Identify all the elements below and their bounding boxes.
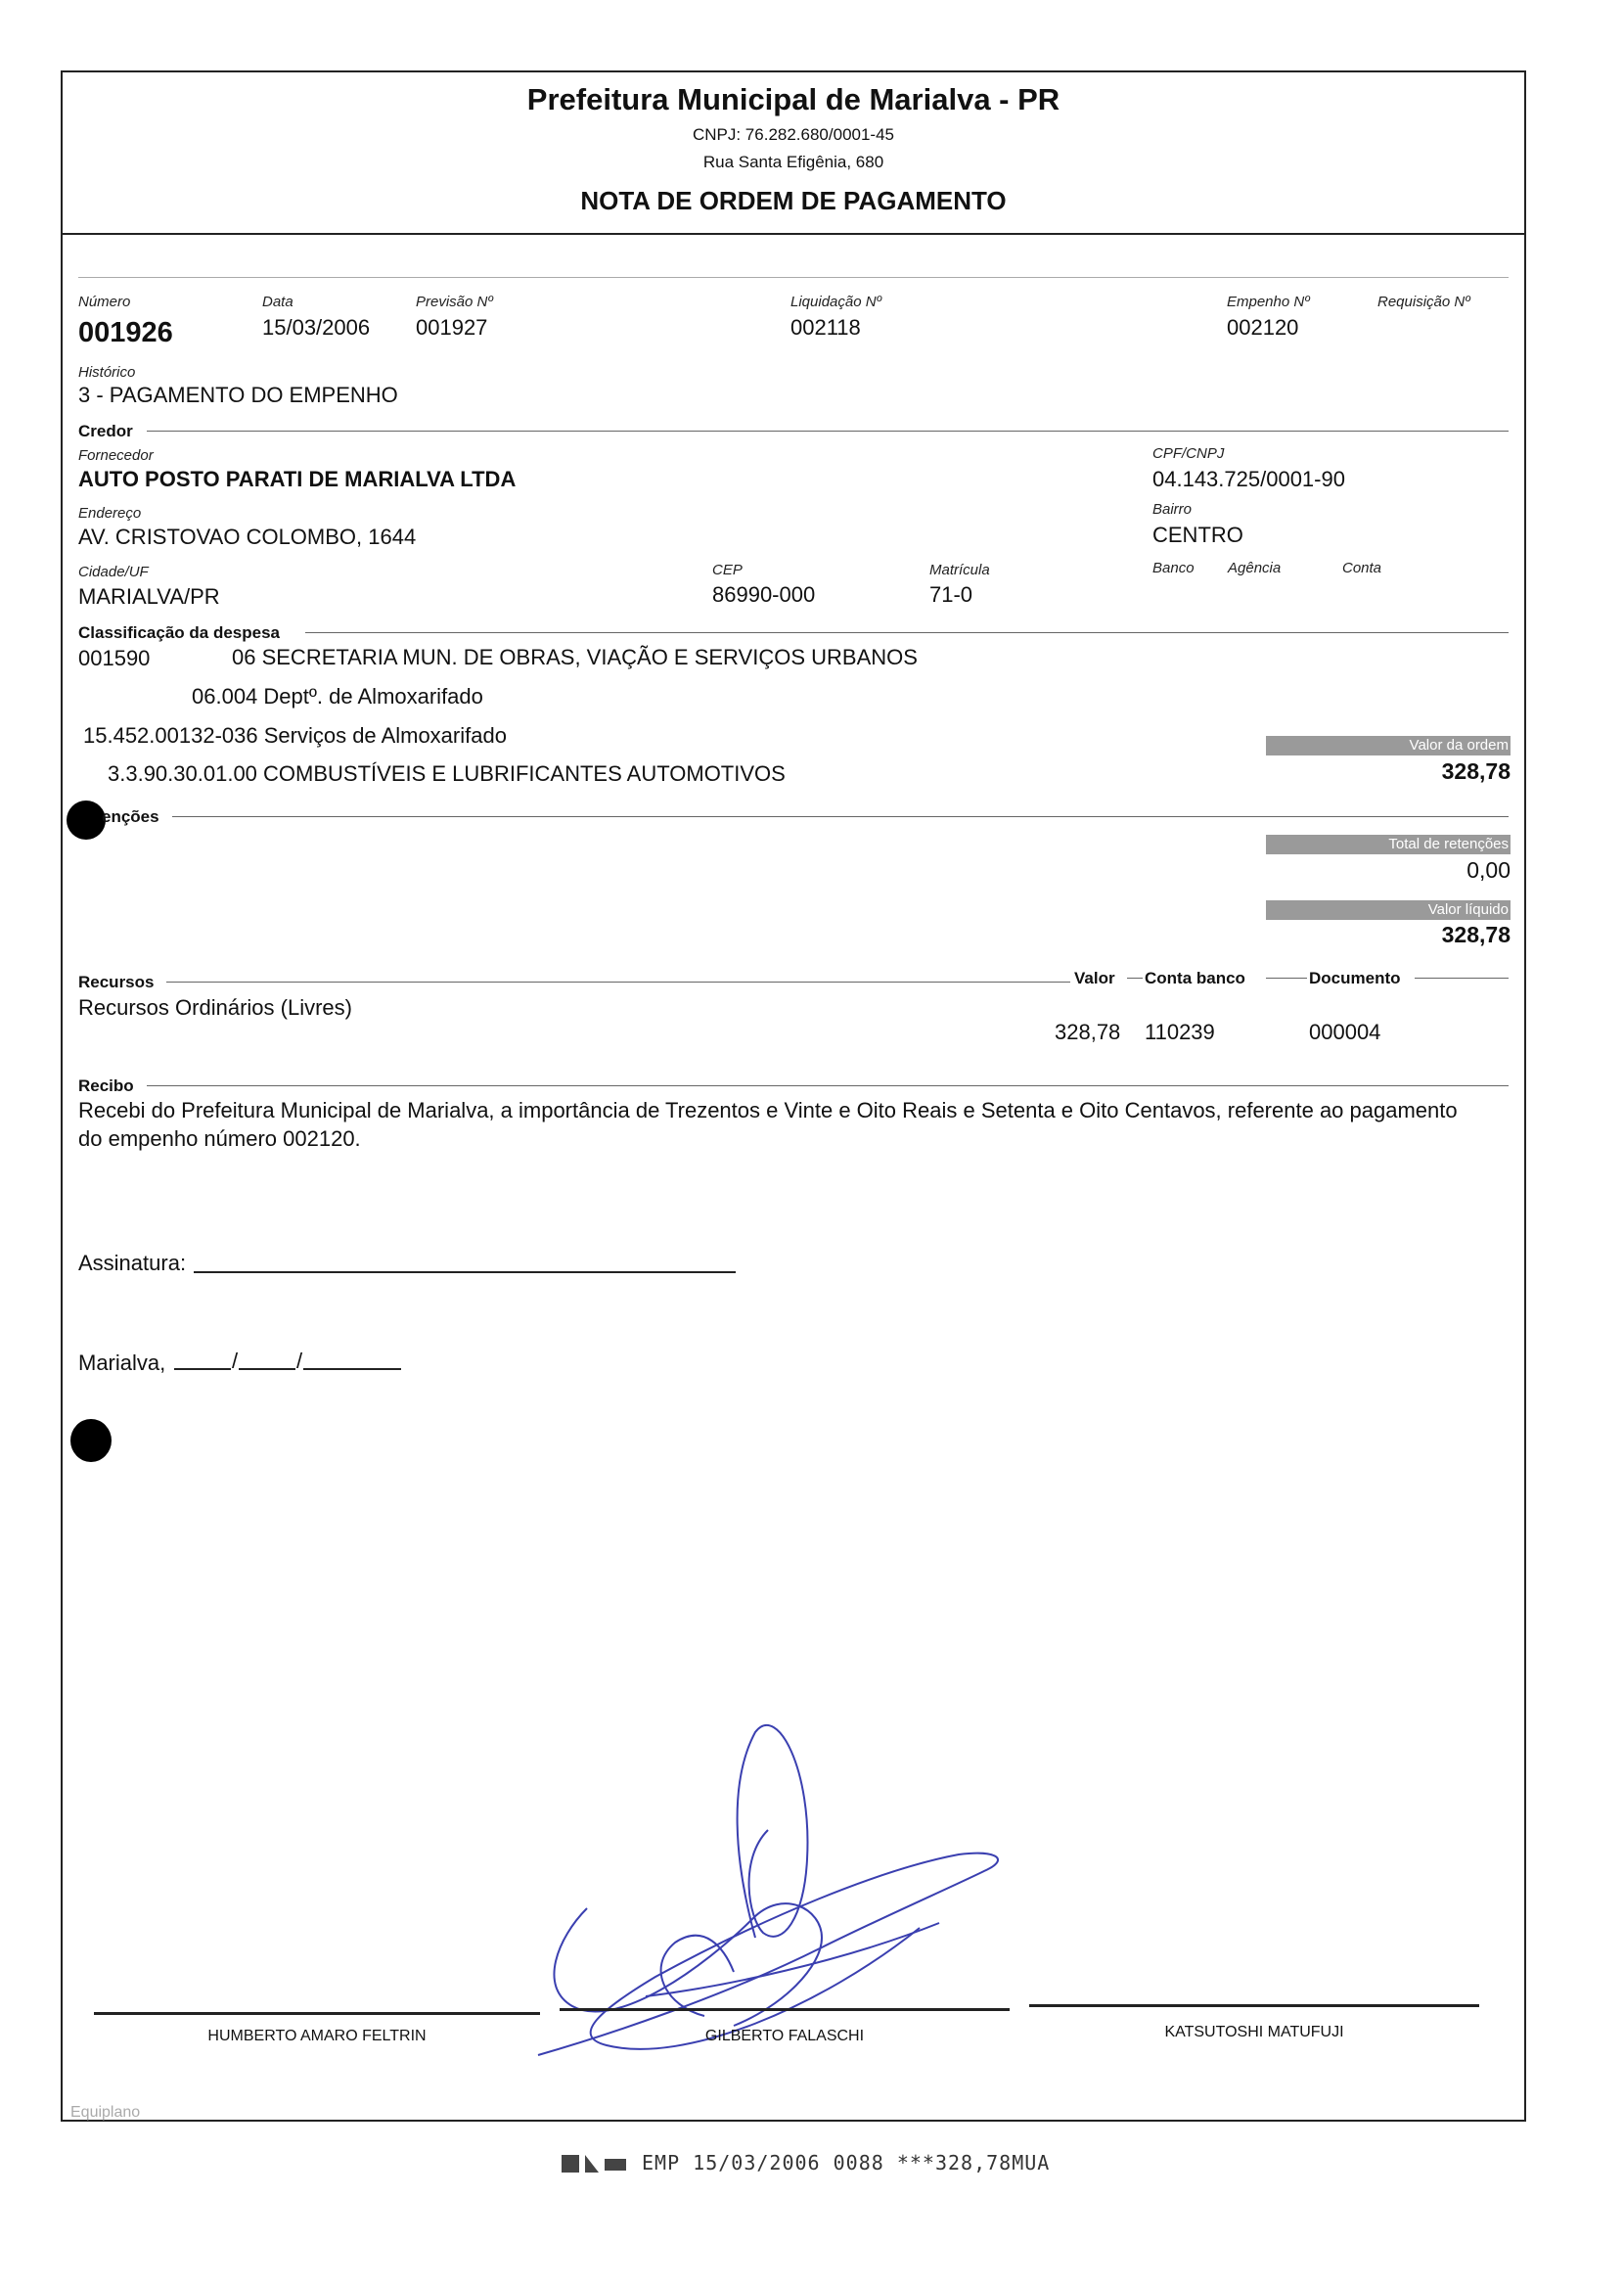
recursos-rule: [166, 982, 1070, 983]
organization-address: Rua Santa Efigênia, 680: [702, 153, 884, 171]
data-label: Data: [262, 294, 293, 310]
previsao-label: Previsão Nº: [416, 294, 493, 310]
fornecedor-value: AUTO POSTO PARATI DE MARIALVA LTDA: [78, 467, 517, 491]
cidade-label: Cidade/UF: [78, 564, 149, 580]
cpf-cnpj-value: 04.143.725/0001-90: [1152, 467, 1345, 491]
matricula-value: 71-0: [929, 582, 973, 607]
document-title: NOTA DE ORDEM DE PAGAMENTO: [580, 186, 1007, 215]
header-separator: [61, 233, 1526, 235]
recursos-documento: 000004: [1309, 1020, 1381, 1044]
date-slash-1: /: [232, 1349, 239, 1373]
total-retencoes-label: Total de retenções: [1266, 835, 1511, 854]
date-slash-2: /: [296, 1349, 303, 1373]
stamp-logo-icon: [560, 2151, 630, 2176]
credor-rule: [147, 431, 1509, 432]
previsao-value: 001927: [416, 315, 488, 340]
signatory-name-2: GILBERTO FALASCHI: [704, 2028, 865, 2044]
recibo-text: Recebi do Prefeitura Municipal de Marialva, a importância de Trezentos e Vinte e Oito Reais e Setenta e Oito Centavos, referente ao pagamento do empenho número 002120.: [78, 1098, 1458, 1151]
classificacao-orgao: 06 SECRETARIA MUN. DE OBRAS, VIAÇÃO E SERVIÇOS URBANOS: [232, 645, 918, 669]
recursos-documento-label: Documento: [1309, 969, 1401, 987]
classificacao-unidade: 06.004 Deptº. de Almoxarifado: [192, 684, 483, 709]
recursos-section-title: Recursos: [78, 973, 155, 991]
punch-hole-bottom: [70, 1419, 112, 1462]
agencia-label: Agência: [1228, 560, 1282, 576]
payment-stamp-code: EMP 15/03/2006 0088 ***328,78MUA: [642, 2151, 1051, 2174]
total-retencoes-value: 0,00: [1466, 857, 1511, 883]
endereco-label: Endereço: [78, 505, 142, 522]
retencoes-rule: [172, 816, 1509, 817]
recursos-valor-label: Valor: [1074, 969, 1115, 987]
conta-label: Conta: [1342, 560, 1382, 576]
recursos-conta-label: Conta banco: [1145, 969, 1245, 987]
punch-hole-top: [67, 801, 106, 840]
recursos-rule-4: [1415, 978, 1509, 979]
numero-label: Número: [78, 294, 131, 310]
recursos-descricao: Recursos Ordinários (Livres): [78, 995, 352, 1020]
recibo-rule: [147, 1085, 1509, 1086]
recursos-rule-3: [1266, 978, 1307, 979]
bairro-label: Bairro: [1152, 501, 1193, 518]
classificacao-projeto: 15.452.00132-036 Serviços de Almoxarifado: [83, 723, 507, 748]
empenho-label: Empenho Nº: [1227, 294, 1310, 310]
banco-label: Banco: [1152, 560, 1195, 576]
local-data-label: Marialva,: [78, 1350, 166, 1375]
date-blank-line: [174, 1368, 401, 1370]
signatory-name-3: KATSUTOSHI MATUFUJI: [1164, 2024, 1344, 2040]
assinatura-line: [194, 1271, 736, 1273]
retencoes-section-title: enções: [102, 807, 159, 826]
handwritten-signature: [528, 1713, 1017, 2075]
fornecedor-label: Fornecedor: [78, 447, 154, 464]
credor-section-title: Credor: [78, 422, 133, 440]
numero-value: 001926: [78, 317, 173, 348]
classificacao-elemento: 3.3.90.30.01.00 COMBUSTÍVEIS E LUBRIFICANTES AUTOMOTIVOS: [108, 761, 786, 786]
liquidacao-label: Liquidação Nº: [790, 294, 882, 310]
signature-line-1: [94, 2012, 540, 2015]
assinatura-label: Assinatura:: [78, 1251, 187, 1275]
cep-value: 86990-000: [712, 582, 816, 607]
valor-liquido-label: Valor líquido: [1266, 900, 1511, 920]
classificacao-code: 001590: [78, 646, 151, 670]
recursos-rule-2: [1127, 978, 1143, 979]
data-value: 15/03/2006: [262, 315, 371, 340]
signatory-name-1: HUMBERTO AMARO FELTRIN: [207, 2028, 427, 2044]
order-top-rule: [78, 277, 1509, 278]
valor-liquido-value: 328,78: [1441, 922, 1511, 947]
organization-title: Prefeitura Municipal de Marialva - PR: [526, 82, 1060, 116]
cpf-cnpj-label: CPF/CNPJ: [1152, 445, 1225, 462]
classificacao-section-title: Classificação da despesa: [78, 623, 281, 642]
software-watermark: Equiplano: [70, 2104, 141, 2121]
bairro-value: CENTRO: [1152, 523, 1243, 547]
organization-cnpj: CNPJ: 76.282.680/0001-45: [692, 125, 895, 144]
valor-ordem-label: Valor da ordem: [1266, 736, 1511, 755]
liquidacao-value: 002118: [790, 315, 861, 340]
historico-label: Histórico: [78, 364, 136, 381]
recursos-conta: 110239: [1145, 1020, 1215, 1044]
requisicao-label: Requisição Nº: [1377, 294, 1470, 310]
matricula-label: Matrícula: [929, 562, 990, 578]
endereco-value: AV. CRISTOVAO COLOMBO, 1644: [78, 525, 417, 549]
empenho-value: 002120: [1227, 315, 1299, 340]
recibo-section-title: Recibo: [78, 1076, 134, 1095]
cidade-value: MARIALVA/PR: [78, 584, 220, 609]
signature-line-2: [560, 2008, 1010, 2011]
classificacao-rule: [305, 632, 1509, 633]
historico-value: 3 - PAGAMENTO DO EMPENHO: [78, 383, 398, 407]
signature-line-3: [1029, 2004, 1479, 2007]
recursos-valor: 328,78: [1055, 1020, 1121, 1044]
cep-label: CEP: [712, 562, 743, 578]
valor-ordem-value: 328,78: [1441, 758, 1511, 784]
